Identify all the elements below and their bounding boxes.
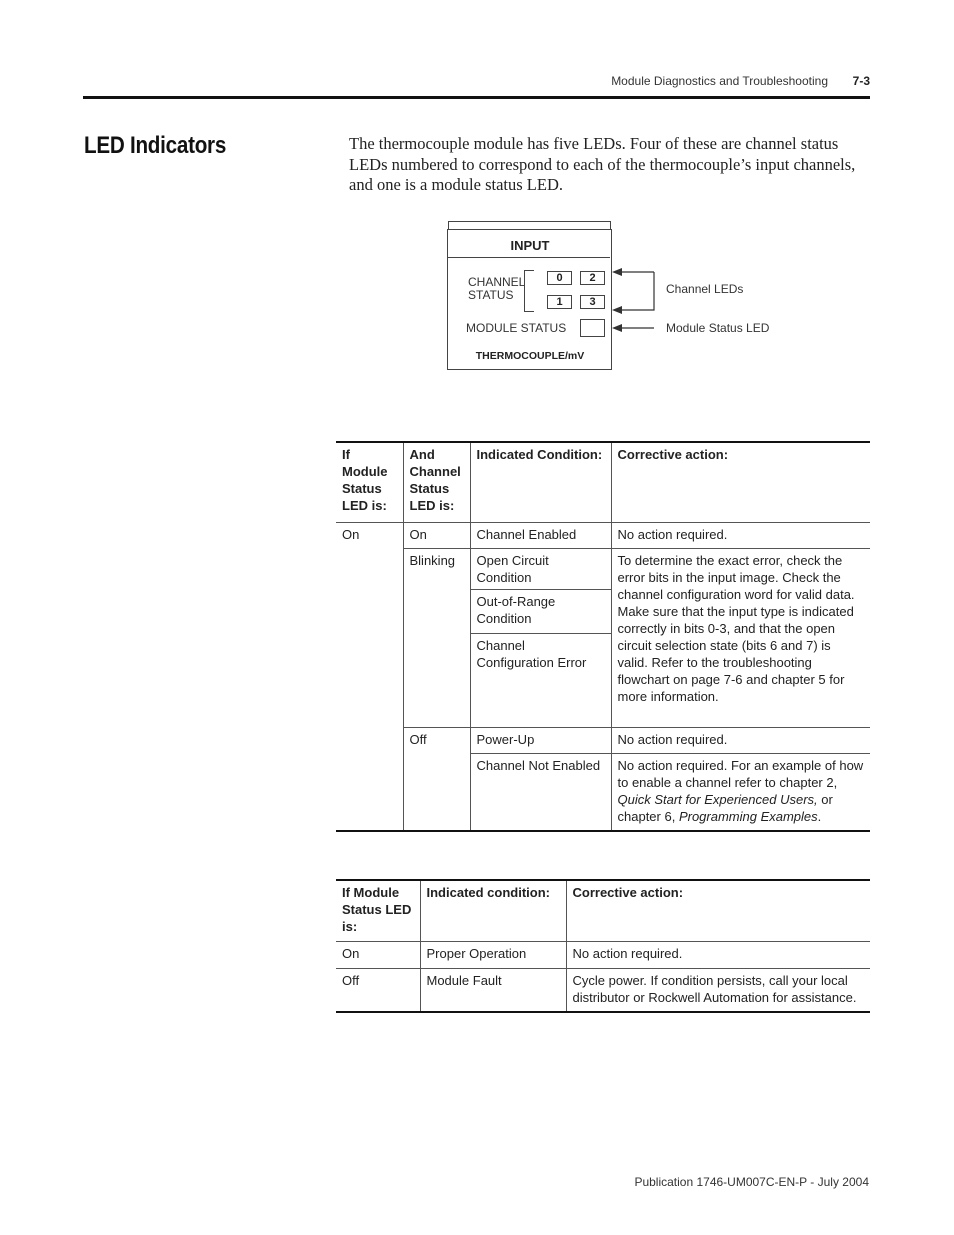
channel-status-label [468, 276, 525, 302]
channel-label-line-2: STATUS [468, 288, 514, 302]
table-cell: Cycle power. If condition persists, call your local distributor or Rockwell Automation for assistance. [566, 968, 870, 1012]
callout-module-status-led: Module Status LED [666, 321, 770, 335]
table-header-row [336, 880, 870, 941]
table-cell: Open Circuit Condition [470, 548, 611, 589]
table-header: Corrective action: [566, 880, 870, 941]
callout-channel-leds: Channel LEDs [666, 282, 744, 296]
table-cell: Channel Enabled [470, 522, 611, 548]
callout-line-lower [618, 272, 654, 310]
header-rule [83, 96, 870, 99]
table-cell: No action required. [611, 727, 870, 753]
channel-led-2: 2 [580, 271, 605, 285]
channel-led-3: 3 [580, 295, 605, 309]
table-cell: No action required. [566, 941, 870, 968]
module-status-table [336, 879, 870, 1013]
intro-paragraph: The thermocouple module has five LEDs. Four of these are channel status LEDs numbered to correspond to each of the thermocouple’s input channels, and one is a module status LED. [349, 134, 856, 194]
action-reference: Programming Examples [678, 808, 818, 824]
table-cell: Power-Up [470, 727, 611, 753]
table-cell: On [336, 941, 420, 968]
table-row [336, 522, 870, 548]
table-cell: Channel Configuration Error [470, 633, 611, 727]
table-row [336, 941, 870, 968]
panel-title: INPUT [510, 238, 550, 253]
table-header: Corrective action: [611, 442, 870, 522]
table-header: Indicated condition: [420, 880, 566, 941]
table-cell: Off [336, 968, 420, 1012]
table-cell: Blinking [403, 548, 470, 727]
publication-footer: Publication 1746-UM007C-EN-P - July 2004 [634, 1175, 869, 1189]
arrow-head-lower [612, 306, 622, 314]
table-cell: Channel Not Enabled [470, 753, 611, 831]
arrow-head-module [612, 324, 622, 332]
table-header-row [336, 442, 870, 522]
channel-bracket [524, 270, 534, 312]
channel-led-0: 0 [547, 271, 572, 285]
table-cell: To determine the exact error, check the error bits in the input image. Check the channel configuration word for valid data. Make sure that the input type is indicated correctly in bits 0-3, and that the open circuit selection state (bits 6 and 7) is valid. Refer to the troubleshooting flowchart on page 7-6 and chapter 5 for more information. [611, 548, 870, 727]
table-cell: No action required. [611, 522, 870, 548]
module-status-label: MODULE STATUS [466, 321, 567, 335]
table-header: If Module Status LED is: [336, 442, 403, 522]
table-row [336, 968, 870, 1012]
action-reference: Quick Start for Experienced Users, [617, 791, 818, 807]
table-cell: On [403, 522, 470, 548]
table-header: If Module Status LED is: [336, 880, 420, 941]
table-row [336, 727, 870, 753]
section-title: LED Indicators [84, 132, 227, 159]
panel-divider [448, 257, 610, 258]
running-head: Module Diagnostics and Troubleshooting [611, 74, 828, 88]
table-header: Indicated Condition: [470, 442, 611, 522]
table-cell: Out-of-Range Condition [470, 589, 611, 633]
table-row [336, 548, 870, 589]
channel-led-1: 1 [547, 295, 572, 309]
table-cell: Module Fault [420, 968, 566, 1012]
action-text: No action required. For an example of how to enable a channel refer to chapter 2, [617, 757, 864, 790]
table-header: And Channel Status LED is: [403, 442, 470, 522]
action-text: or chapter 6, [617, 791, 833, 824]
channel-status-table [336, 441, 870, 832]
page-number: 7-3 [852, 74, 870, 88]
table-cell [611, 753, 870, 831]
table-cell: On [336, 522, 403, 831]
table-cell: Proper Operation [420, 941, 566, 968]
table-cell: Off [403, 727, 470, 831]
action-text: . [817, 808, 822, 824]
channel-label-line-1: CHANNEL [468, 275, 526, 289]
arrow-head-upper [612, 268, 622, 276]
panel-model-label: THERMOCOUPLE/mV [475, 350, 585, 362]
callout-arrows [600, 260, 670, 340]
